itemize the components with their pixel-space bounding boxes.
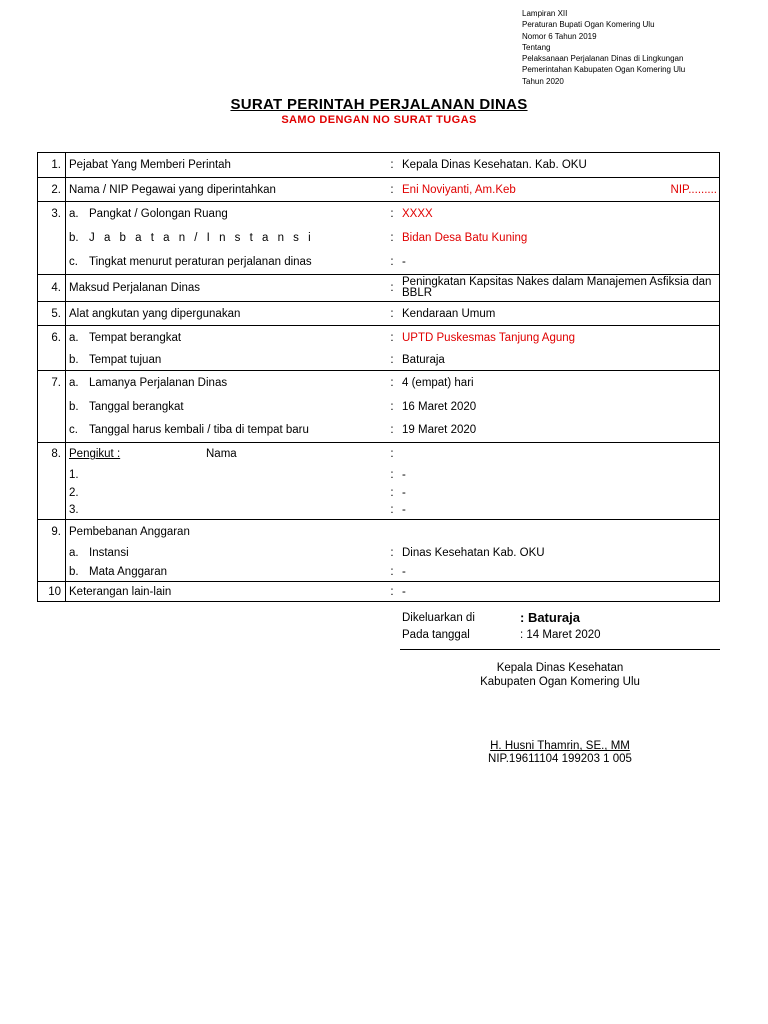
colon: : <box>382 351 402 371</box>
sub-prefix: b. <box>69 565 79 578</box>
row-label: Nama / NIP Pegawai yang diperintahkan <box>66 178 383 202</box>
document-title: SURAT PERINTAH PERJALANAN DINAS <box>230 96 528 113</box>
table-row <box>38 371 720 395</box>
table-row <box>38 502 720 520</box>
row-number: 9. <box>38 520 66 544</box>
row-number: 4. <box>38 275 66 302</box>
row-number: 8. <box>38 443 66 466</box>
employee-nip: NIP......... <box>670 183 717 196</box>
row-number: 7. <box>38 371 66 395</box>
row-number: 10 <box>38 582 66 602</box>
row-value: Peningkatan Kapsitas Nakes dalam Manajemen Asfiksia dan BBLR <box>402 275 720 302</box>
colon: : <box>390 468 394 481</box>
row-value: Baturaja <box>402 351 720 371</box>
sub-prefix: b. <box>69 232 79 244</box>
colon: : <box>382 502 402 520</box>
row-label: Instansi <box>89 547 129 559</box>
colon: : <box>382 326 402 351</box>
row-label: Pengikut : <box>69 448 121 461</box>
table-row <box>38 443 720 466</box>
row-label: Tanggal berangkat <box>89 400 184 413</box>
colon: : <box>382 419 402 443</box>
employee-name: Eni Noviyanti, Am.Keb <box>402 183 516 196</box>
header-line: Tentang <box>522 42 551 52</box>
row-value: XXXX <box>402 202 720 226</box>
colon: : <box>382 178 402 202</box>
sub-prefix: c. <box>69 256 78 269</box>
header-line: Peraturan Bupati Ogan Komering Ulu <box>522 20 655 30</box>
colon: : <box>382 251 402 275</box>
row-number: 2. <box>38 178 66 202</box>
colon: : <box>390 400 394 413</box>
header-line: Pelaksanaan Perjalanan Dinas di Lingkungan <box>522 54 684 64</box>
table-row <box>38 326 720 351</box>
row-label: Lamanya Perjalanan Dinas <box>89 376 228 389</box>
sub-prefix: a. <box>69 332 79 345</box>
sub-prefix: a. <box>69 376 79 389</box>
follower-number: 2. <box>69 486 79 499</box>
table-row <box>38 582 720 602</box>
signatory-name: H. Husni Thamrin, SE., MM <box>490 740 630 752</box>
colon: : <box>382 302 402 326</box>
row-label: Tempat berangkat <box>89 332 182 345</box>
table-row <box>38 544 720 563</box>
colon: : <box>382 582 402 602</box>
sub-prefix: a. <box>69 207 79 220</box>
table-row <box>38 484 720 502</box>
signatory-nip: NIP.19611104 199203 1 005 <box>488 753 632 765</box>
table-row <box>38 275 720 302</box>
colon: : <box>390 547 394 559</box>
table-row <box>38 178 720 202</box>
table-row <box>38 466 720 484</box>
table-row <box>38 202 720 226</box>
issued-place-label: Dikeluarkan di <box>402 612 475 624</box>
row-value: - <box>402 466 720 484</box>
row-value: Kepala Dinas Kesehatan. Kab. OKU <box>402 153 720 178</box>
row-value: - <box>402 251 720 275</box>
colon: : <box>382 153 402 178</box>
row-value: 16 Maret 2020 <box>402 395 720 419</box>
sub-prefix: c. <box>69 424 78 437</box>
row-value: - <box>402 582 720 602</box>
row-value: UPTD Puskesmas Tanjung Agung <box>402 326 720 351</box>
row-value: 4 (empat) hari <box>402 371 720 395</box>
row-value: - <box>402 502 720 520</box>
column-header-name: Nama <box>206 448 237 461</box>
signatory-title-line1: Kepala Dinas Kesehatan <box>496 662 624 674</box>
row-label: Pembebanan Anggaran <box>66 520 383 544</box>
table-row <box>38 302 720 326</box>
row-value: - <box>402 484 720 502</box>
issued-place-value: : Baturaja <box>520 610 580 625</box>
row-label: Keterangan lain-lain <box>66 582 383 602</box>
row-value <box>402 178 720 202</box>
follower-number: 3. <box>66 502 383 520</box>
row-label: Pangkat / Golongan Ruang <box>89 207 228 220</box>
row-label: J a b a t a n / I n s t a n s i <box>89 232 314 244</box>
table-row <box>38 563 720 582</box>
row-number: 3. <box>38 202 66 226</box>
row-number: 5. <box>38 302 66 326</box>
follower-number: 1. <box>69 468 79 481</box>
issued-date-label: Pada tanggal <box>402 629 470 641</box>
table-row <box>38 520 720 544</box>
header-line: Lampiran XII <box>522 9 568 18</box>
colon: : <box>390 486 394 499</box>
attachment-reference <box>522 8 685 87</box>
row-value: - <box>402 563 720 582</box>
colon: : <box>382 371 402 395</box>
sub-prefix: a. <box>69 547 79 559</box>
row-value: Bidan Desa Batu Kuning <box>402 226 720 251</box>
header-line: Tahun 2020 <box>522 76 564 86</box>
document-subtitle: SAMO DENGAN NO SURAT TUGAS <box>281 114 477 126</box>
row-value: 19 Maret 2020 <box>402 419 720 443</box>
header-line: Nomor 6 Tahun 2019 <box>522 31 597 41</box>
colon: : <box>382 275 402 302</box>
row-number: 6. <box>38 326 66 351</box>
row-label: Pejabat Yang Memberi Perintah <box>66 153 383 178</box>
table-row <box>38 351 720 371</box>
row-label: Tanggal harus kembali / tiba di tempat baru <box>89 424 309 437</box>
divider <box>400 649 720 650</box>
issued-date-value: : 14 Maret 2020 <box>520 629 601 641</box>
table-row <box>38 153 720 178</box>
row-label: Tingkat menurut peraturan perjalanan dinas <box>89 256 312 269</box>
header-line: Pemerintahan Kabupaten Ogan Komering Ulu <box>522 65 686 75</box>
colon: : <box>382 202 402 226</box>
row-label: Tempat tujuan <box>89 354 162 367</box>
row-value: Kendaraan Umum <box>402 302 720 326</box>
row-value: Dinas Kesehatan Kab. OKU <box>402 544 720 563</box>
row-label: Mata Anggaran <box>89 565 168 578</box>
colon: : <box>382 563 402 582</box>
colon: : <box>390 232 394 244</box>
table-row <box>38 395 720 419</box>
table-row <box>38 251 720 275</box>
sub-prefix: b. <box>69 400 79 413</box>
table-row <box>38 226 720 251</box>
colon: : <box>382 443 402 466</box>
sub-prefix: b. <box>69 354 79 367</box>
travel-order-table <box>37 152 720 602</box>
row-number: 1. <box>38 153 66 178</box>
signatory-title-line2: Kabupaten Ogan Komering Ulu <box>480 676 640 688</box>
row-label: Maksud Perjalanan Dinas <box>66 275 383 302</box>
row-label: Alat angkutan yang dipergunakan <box>66 302 383 326</box>
table-row <box>38 419 720 443</box>
